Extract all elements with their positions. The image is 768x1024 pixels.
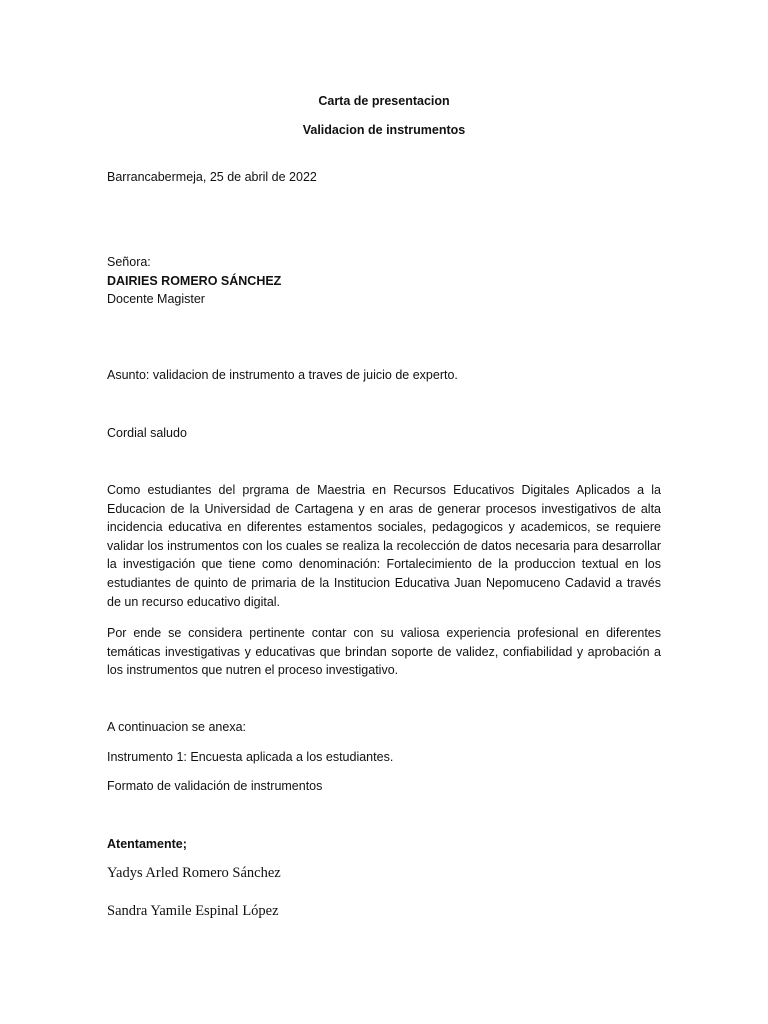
recipient-salutation: Señora: <box>107 255 151 269</box>
signatory-name: Sandra Yamile Espinal López <box>107 903 279 919</box>
greeting: Cordial saludo <box>107 426 187 440</box>
signatory-name: Yadys Arled Romero Sánchez <box>107 865 281 881</box>
subject-line: Asunto: validacion de instrumento a traves de juicio de experto. <box>107 368 458 382</box>
annex-item: Formato de validación de instrumentos <box>107 779 323 793</box>
place-date: Barrancabermeja, 25 de abril de 2022 <box>107 170 317 184</box>
letter-heading: Carta de presentacion <box>318 94 450 108</box>
recipient-title: Docente Magister <box>107 292 205 306</box>
recipient-name: DAIRIES ROMERO SÁNCHEZ <box>107 274 282 288</box>
closing: Atentamente; <box>107 837 187 851</box>
body-paragraph-2: Por ende se considera pertinente contar con su valiosa experiencia profesional en diferentes temáticas investigativas y educativas que brindan soporte de validez, confiabilidad y aprobación a los instrumentos que nutren el proceso investigativo. <box>107 626 661 678</box>
annex-intro: A continuacion se anexa: <box>107 720 246 734</box>
body-paragraph-1: Como estudiantes del prgrama de Maestria en Recursos Educativos Digitales Aplicados a la Educacion de la Universidad de Cartagena y en aras de generar procesos investigativos de alta incidencia educativa en diferentes estamentos sociales, pedagogicos y academicos, se requiere validar los instrumentos con los cuales se realiza la recolección de datos necesaria para desarrollar la investigación que tiene como denominación: Fortalecimiento de la produccion textual en los estudiantes de quinto de primaria de la Institucion Educativa Juan Nepomuceno Cadavid a través de un recurso educativo digital. <box>107 483 661 609</box>
annex-item: Instrumento 1: Encuesta aplicada a los estudiantes. <box>107 750 394 764</box>
letter-subheading: Validacion de instrumentos <box>302 123 466 137</box>
